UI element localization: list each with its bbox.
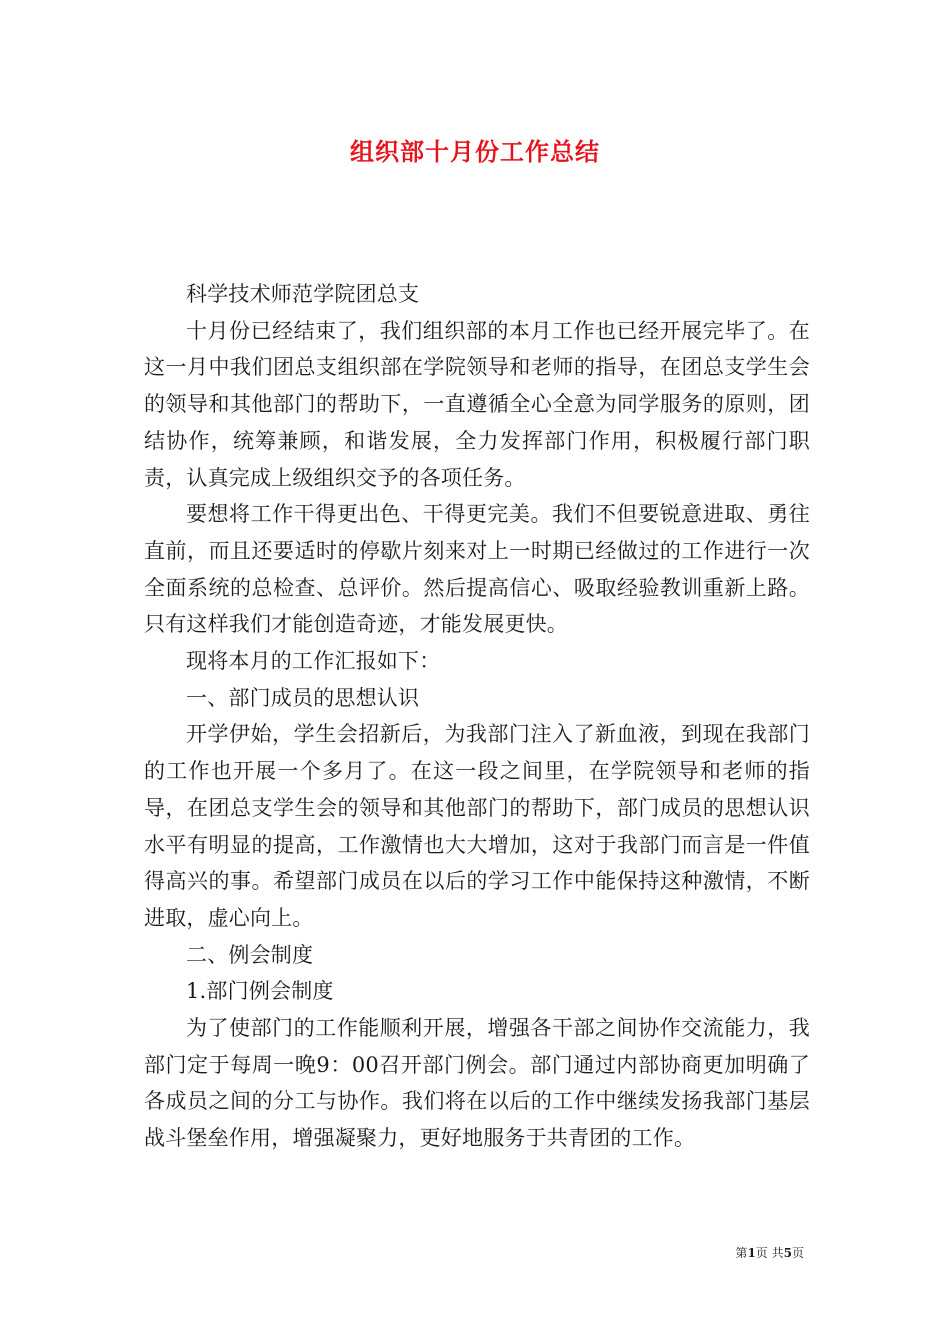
paragraph-section-1: 开学伊始，学生会招新后，为我部门注入了新血液，到现在我部门的工作也开展一个多月了。在这一段之间里，在学院领导和老师的指导，在团总支学生会的领导和其他部门的帮助下，部门成员的思想认识水平有明显的提高，工作激情也大大增加，这对于我部门而言是一件值得高兴的事。希望部门成员在以后的学习工作中能保持这种激情，不断进取，虚心向上。 (144, 722, 810, 930)
paragraph-section-2-1: 为了使部门的工作能顺利开展，增强各干部之间协作交流能力，我部门定于每周一晚9：00召开部门例会。部门通过内部协商更加明确了各成员之间的分工与协作。我们将在以后的工作中继续发扬我部门基层战斗堡垒作用，增强凝聚力，更好地服务于共青团的工作。 (144, 1016, 810, 1151)
subsection-heading-2-1: 1.部门例会制度 (186, 979, 334, 1004)
footer-suffix: 页 (791, 1246, 804, 1260)
document-title: 组织部十月份工作总结 (350, 137, 600, 166)
paragraph-report-lead: 现将本月的工作汇报如下： (186, 649, 441, 674)
page-footer (735, 1244, 804, 1261)
section-heading-1: 一、部门成员的思想认识 (186, 685, 420, 710)
document-body (144, 276, 810, 1157)
paragraph-org-name: 科学技术师范学院团总支 (186, 282, 420, 306)
footer-middle: 页 共 (755, 1246, 784, 1260)
paragraph-goal: 要想将工作干得更出色、干得更完美。我们不但要锐意进取、勇往直前，而且还要适时的停歇片刻来对上一时期已经做过的工作进行一次全面系统的总检查、总评价。然后提高信心、吸取经验教训重新上路。只有这样我们才能创造奇迹，才能发展更快。 (144, 502, 810, 637)
section-heading-2: 二、例会制度 (186, 942, 314, 967)
footer-total-pages: 5 (783, 1246, 792, 1260)
footer-prefix: 第 (735, 1246, 748, 1260)
footer-current-page: 1 (747, 1246, 756, 1260)
paragraph-intro: 十月份已经结束了，我们组织部的本月工作也已经开展完毕了。在这一月中我们团总支组织部在学院领导和老师的指导，在团总支学生会的领导和其他部门的帮助下，一直遵循全心全意为同学服务的原则，团结协作，统筹兼顾，和谐发展，全力发挥部门作用，积极履行部门职责，认真完成上级组织交予的各项任务。 (144, 318, 810, 490)
